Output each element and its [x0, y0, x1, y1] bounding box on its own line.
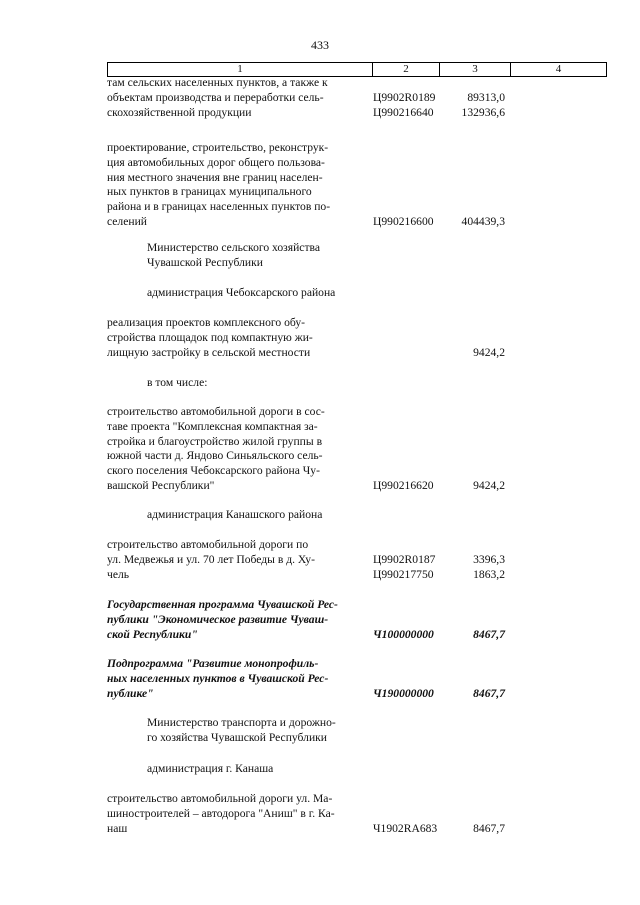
row-description	[107, 76, 365, 120]
text-line: стройства площадок под компактную жи-	[107, 330, 313, 344]
text-line: лищную застройку в сельской местности	[107, 345, 311, 359]
amount-value: 9424,2	[473, 345, 505, 359]
classification-code: Ч1902RA683	[373, 821, 438, 835]
administration-name: администрация Канашского района	[147, 508, 323, 521]
text-line: ской Республики"	[107, 627, 198, 641]
text-line: ных пунктов в границах муниципального	[107, 185, 312, 199]
text-line: объектам производства и переработки сель-	[107, 90, 324, 104]
text-line: реализация проектов комплексного обу-	[107, 316, 305, 329]
page-number: 433	[311, 38, 329, 52]
ministry-name	[147, 716, 377, 746]
text-line: строительство автомобильной дороги в сос-	[107, 405, 325, 418]
text-line: Министерство транспорта и дорожно-	[147, 716, 336, 729]
amount-value: 8467,7	[473, 821, 505, 835]
text-line: наш	[107, 821, 128, 835]
row-description	[107, 792, 365, 836]
text-line: там сельских населенных пунктов, а также к	[107, 76, 328, 89]
row-description	[107, 405, 365, 494]
text-line: ных населенных пунктов в Чувашской Рес-	[107, 671, 329, 685]
column-2-header: 2	[373, 63, 440, 76]
amount-value: 404439,3	[461, 215, 505, 228]
text-line: публике"	[107, 686, 154, 700]
classification-code: Ц990216620	[373, 479, 434, 492]
text-line: строительство автомобильной дороги ул. Ма-	[107, 792, 333, 805]
subprogram-code: Ч190000000	[373, 686, 434, 700]
amount-value: 1863,2	[473, 567, 505, 581]
subprogram-title	[107, 657, 365, 701]
text-line: шиностроителей – автодорога "Аниш" в г. Ка-	[107, 806, 335, 820]
text-line: ция автомобильных дорог общего пользова-	[107, 155, 325, 169]
text-line: таве проекта "Комплексная компактная за-	[107, 419, 318, 433]
classification-code: Ц9902R0187	[373, 552, 436, 566]
amount-value: 132936,6	[461, 105, 505, 119]
in-that-number-label: в том числе:	[147, 376, 208, 389]
amount-value: 9424,2	[473, 479, 505, 492]
text-line: Подпрограмма "Развитие монопрофиль-	[107, 657, 319, 670]
text-line: строительство автомобильной дороги по	[107, 538, 309, 551]
text-line: стройка и благоустройство жилой группы в	[107, 434, 323, 448]
text-line: Министерство сельского хозяйства	[147, 241, 320, 254]
table-column-header	[107, 62, 607, 77]
text-line: скохозяйственной продукции	[107, 105, 252, 119]
row-description	[107, 538, 365, 582]
program-title	[107, 598, 365, 642]
column-3-header: 3	[440, 63, 511, 76]
text-line: публики "Экономическое развитие Чуваш-	[107, 612, 329, 626]
text-line: ул. Медвежья и ул. 70 лет Победы в д. Ху-	[107, 552, 315, 566]
amount-value: 89313,0	[467, 90, 505, 104]
text-line: го хозяйства Чувашской Республики	[147, 730, 327, 744]
administration-name: администрация Чебоксарского района	[147, 286, 336, 299]
row-description	[107, 141, 365, 230]
administration-name: администрация г. Канаша	[147, 762, 274, 775]
text-line: вашской Республики"	[107, 478, 215, 492]
program-code: Ч100000000	[373, 627, 434, 641]
classification-code: Ц990216640	[373, 105, 434, 119]
subprogram-amount: 8467,7	[473, 686, 505, 700]
text-line: южной части д. Яндово Синьяльского сель-	[107, 449, 323, 463]
classification-code: Ц9902R0189	[373, 90, 436, 104]
text-line: ния местного значения вне границ населен-	[107, 170, 323, 184]
text-line: Чувашской Республики	[147, 255, 263, 269]
text-line: селений	[107, 214, 147, 228]
row-description	[107, 316, 365, 360]
text-line: ского поселения Чебоксарского района Чу-	[107, 464, 320, 478]
text-line: проектирование, строительство, реконструк-	[107, 141, 329, 154]
column-4-header: 4	[555, 63, 562, 75]
amount-value: 3396,3	[473, 552, 505, 566]
program-amount: 8467,7	[473, 627, 505, 641]
text-line: района и в границах населенных пунктов по-	[107, 200, 331, 214]
column-1-header: 1	[108, 63, 373, 76]
text-line: Государственная программа Чувашской Рес-	[107, 598, 338, 611]
ministry-name	[147, 241, 377, 271]
text-line: чель	[107, 567, 130, 581]
classification-code: Ц990216600	[373, 215, 434, 228]
classification-code: Ц990217750	[373, 567, 434, 581]
